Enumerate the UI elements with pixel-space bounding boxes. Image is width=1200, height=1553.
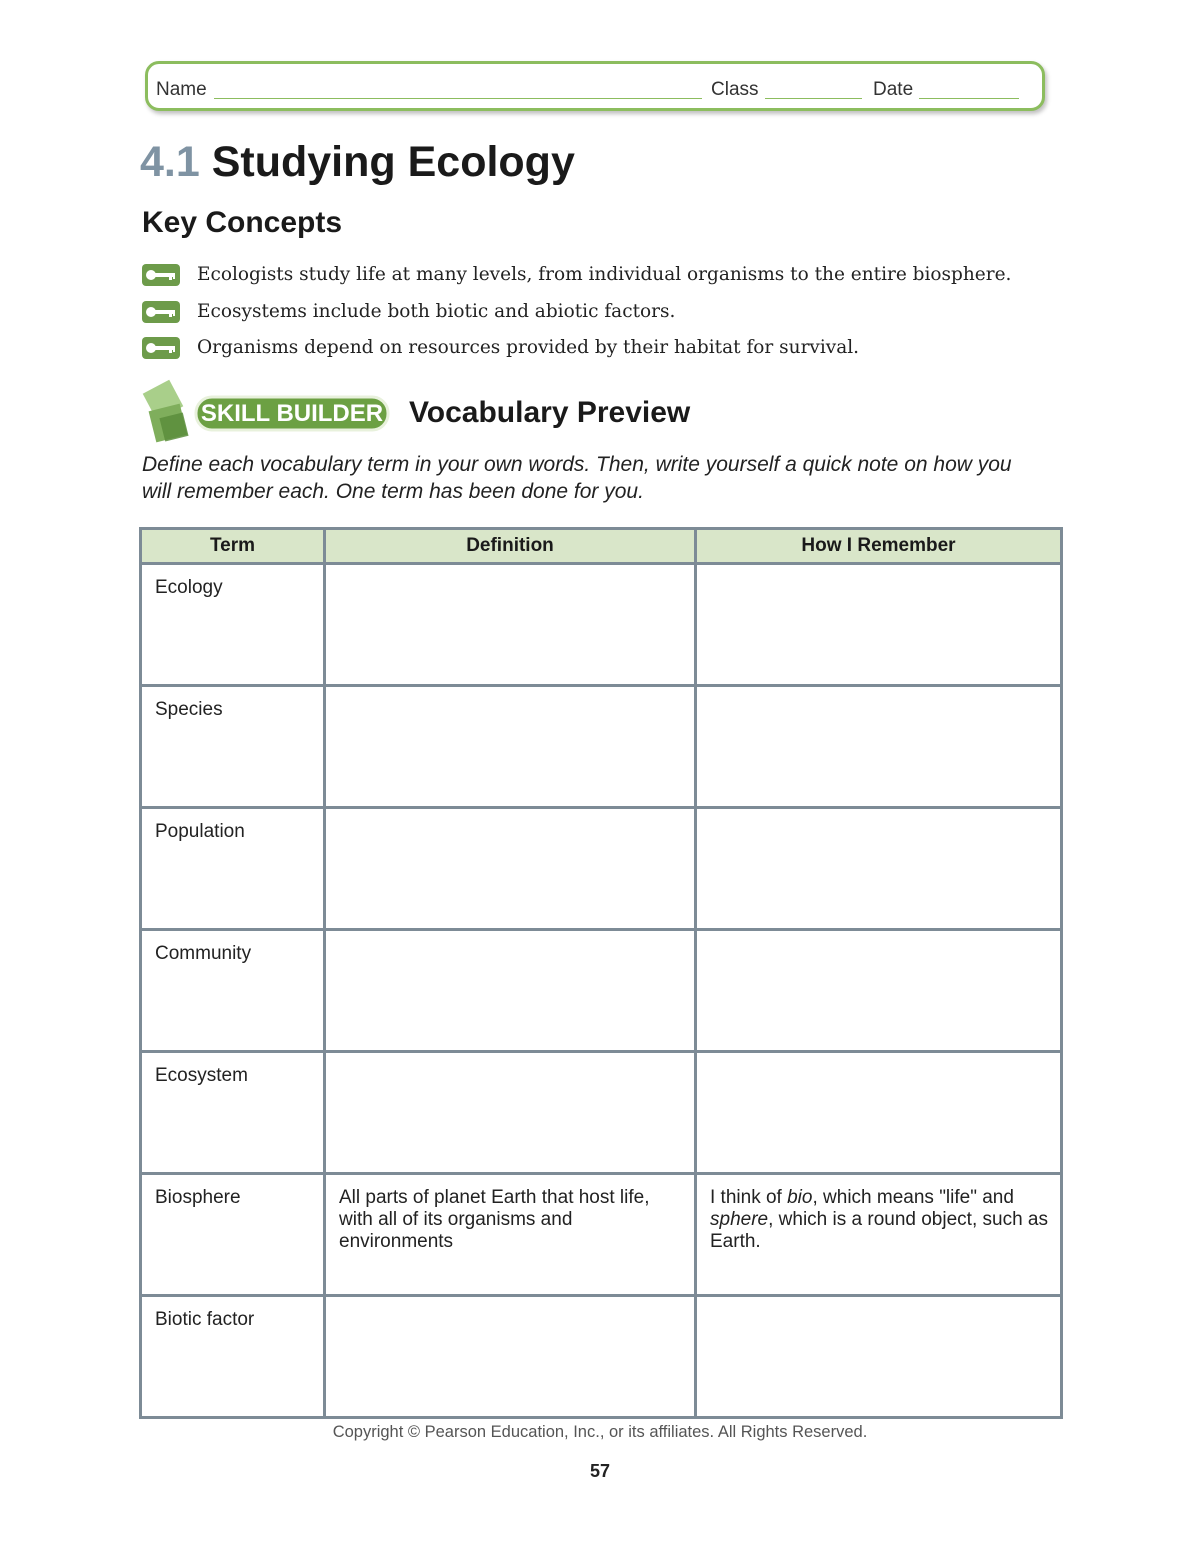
remember-cell[interactable] [696, 564, 1062, 686]
table-row [141, 564, 1062, 686]
page-number: 57 [589, 1461, 611, 1481]
definition-column-header: Definition [325, 529, 696, 564]
vocabulary-table [139, 527, 1063, 1419]
key-icon [141, 263, 181, 287]
remember-text-part: , which is a round object, such as Earth. [710, 1209, 1048, 1252]
term-column-header: Term [141, 529, 325, 564]
copyright-notice: Copyright © Pearson Education, Inc., or its affiliates. All Rights Reserved. [332, 1423, 868, 1441]
definition-cell[interactable] [325, 1052, 696, 1174]
term-cell: Ecosystem [141, 1052, 325, 1174]
table-row [141, 930, 1062, 1052]
term-cell: Biotic factor [141, 1296, 325, 1418]
term-cell: Species [141, 686, 325, 808]
page-title [140, 138, 575, 187]
instructions: Define each vocabulary term in your own words. Then, write yourself a quick note on how you will remember each. One term has been done for you. [142, 453, 1012, 503]
class-field[interactable] [765, 98, 862, 99]
definition-cell[interactable] [325, 808, 696, 930]
name-field[interactable] [214, 98, 702, 99]
definition-cell[interactable] [325, 930, 696, 1052]
definition-cell[interactable] [325, 686, 696, 808]
term-cell: Biosphere [141, 1174, 325, 1296]
table-row [141, 686, 1062, 808]
date-field[interactable] [919, 98, 1019, 99]
remember-cell[interactable] [696, 686, 1062, 808]
key-concept-text: Organisms depend on resources provided by their habitat for survival. [197, 337, 860, 358]
key-icon [141, 300, 181, 324]
table-row [141, 1296, 1062, 1418]
key-concept-text: Ecosystems include both biotic and abiotic factors. [197, 301, 676, 322]
remember-text-part: , which means "life" and [812, 1187, 1014, 1208]
date-label: Date [873, 79, 914, 100]
name-label: Name [156, 79, 207, 100]
table-header-row [141, 529, 1062, 564]
key-icon [141, 336, 181, 360]
skill-builder-logo [138, 377, 393, 449]
name-class-date-box [145, 61, 1045, 111]
definition-cell[interactable] [325, 564, 696, 686]
remember-cell[interactable] [696, 1296, 1062, 1418]
section-number: 4.1 [140, 138, 200, 186]
class-label: Class [711, 79, 759, 100]
vocabulary-preview-heading: Vocabulary Preview [409, 396, 691, 429]
stacked-squares-icon [143, 380, 189, 443]
remember-column-header: How I Remember [696, 529, 1062, 564]
section-title-text: Studying Ecology [211, 138, 575, 186]
table-row [141, 1174, 1062, 1296]
key-concepts-heading: Key Concepts [142, 206, 343, 239]
key-concept-text: Ecologists study life at many levels, from individual organisms to the entire biosphere. [197, 264, 1012, 285]
remember-cell[interactable] [696, 930, 1062, 1052]
table-row [141, 808, 1062, 930]
definition-cell[interactable] [325, 1296, 696, 1418]
table-row [141, 1052, 1062, 1174]
remember-text-sphere: sphere [710, 1209, 769, 1230]
remember-text-bio: bio [787, 1187, 813, 1208]
definition-cell: All parts of planet Earth that host life, with all of its organisms and environments [325, 1174, 696, 1296]
term-cell: Community [141, 930, 325, 1052]
skill-builder-badge: SKILL BUILDER [200, 400, 384, 427]
remember-text-part: I think of [710, 1187, 788, 1208]
remember-cell[interactable] [696, 808, 1062, 930]
term-cell: Population [141, 808, 325, 930]
remember-cell[interactable] [696, 1052, 1062, 1174]
term-cell: Ecology [141, 564, 325, 686]
remember-cell [696, 1174, 1062, 1296]
